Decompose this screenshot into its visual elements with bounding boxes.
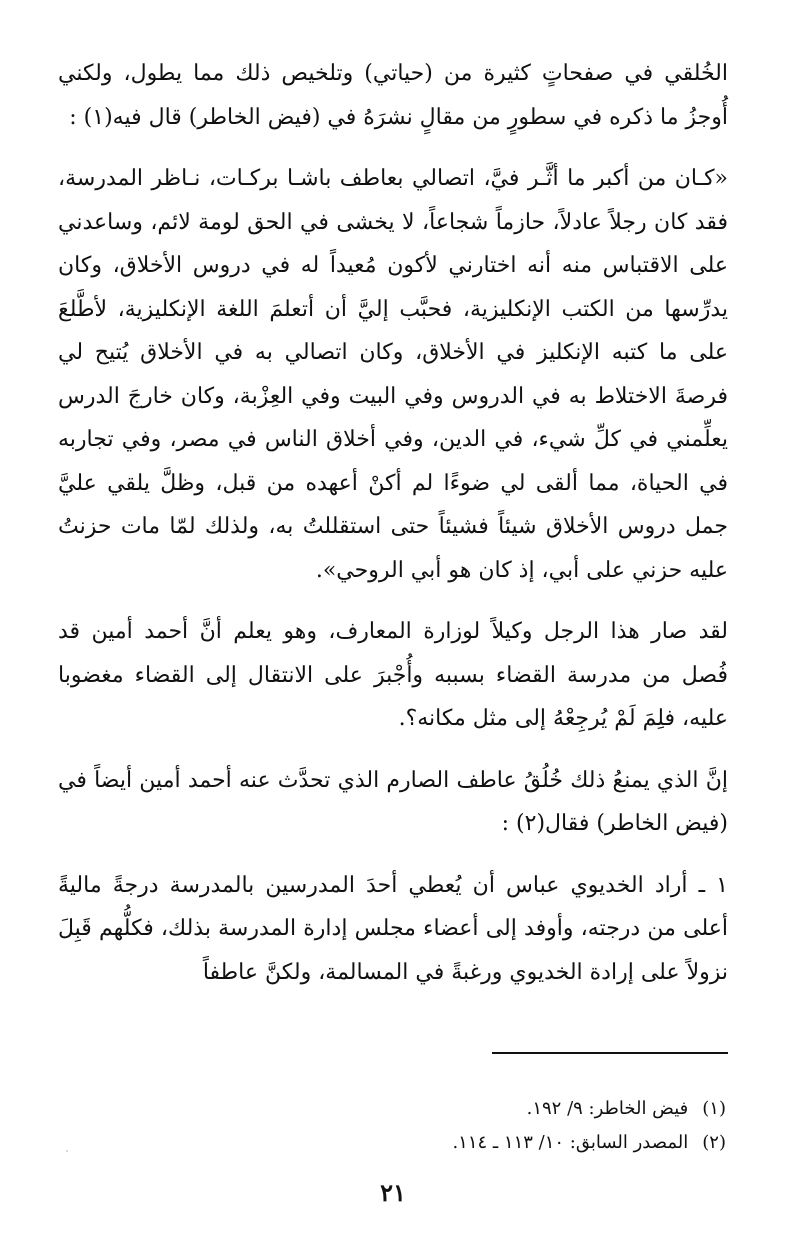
- scan-speck: [66, 1150, 68, 1152]
- footnote-2: [58, 1126, 726, 1160]
- footnotes: [58, 1092, 726, 1160]
- footnote-text: فيض الخاطر: ٩/ ١٩٢.: [526, 1098, 689, 1119]
- paragraph-3: لقد صار هذا الرجل وكيلاً لوزارة المعارف، وهو يعلم أنَّ أحمد أمين قد فُصل من مدرسة القضاء بسببه وأُجْبرَ على الانتقال إلى القضاء مغضوبا عليه، فلِمَ لَمْ يُرجِعْهُ إلى مثل مكانه؟.: [58, 619, 728, 731]
- paragraph-5: ١ ـ أراد الخديوي عباس أن يُعطي أحدَ المدرسين بالمدرسة درجةً ماليةً أعلى من درجته، وأوفد إلى أعضاء مجلس إدارة المدرسة بذلك، فكلُّهم قَبِلَ نزولاً على إرادة الخديوي ورغبةً في المسالمة، ولكنَّ عاطفاً: [58, 872, 728, 985]
- footnote-separator: [492, 1052, 728, 1054]
- footnote-number: (٢): [702, 1132, 726, 1153]
- paragraph-4: إنَّ الذي يمنعُ ذلك خُلُقُ عاطف الصارم الذي تحدَّث عنه أحمد أمين أيضاً في (فيض الخاطر) فقال(٢) :: [58, 767, 728, 836]
- footnote-text: المصدر السابق: ١٠/ ١١٣ ـ ١١٤.: [452, 1132, 689, 1153]
- page-number: ٢١: [380, 1178, 406, 1207]
- paragraph-2-quote: «كـان من أكبر ما أثَّـر فيَّ، اتصالي بعاطف باشـا بركـات، نـاظر المدرسة، فقد كان رجلاً عادلاً، حازماً شجاعاً، لا يخشى في الحق لومة لائم، وساعدني على الاقتباس منه أنه اختارني لأكون مُعيداً له في دروس الأخلاق، وكان يدرِّسها من الكتب الإنكليزية، فحبَّب إليَّ أن أتعلمَ اللغة الإنكليزية، لأطَّلعَ على ما كتبه الإنكليز في الأخلاق، وكان اتصالي به في الأخلاق يُتيح لي فرصةَ الاختلاط به في الدروس وفي البيت وفي العِزْبة، وكان خارجَ الدرس يعلِّمني في كلِّ شيء، في الدين، وفي أخلاق الناس في مصر، وفي تجاربه في الحياة، مما ألقى لي ضوءًا لم أكنْ أعهده من قبل، وظلَّ يلقي عليَّ جمل دروس الأخلاق شيئاً فشيئاً حتى استقللتُ به، ولذلك لمّا مات حزنتُ عليه حزني على أبي، إذ كان هو أبي الروحي».: [58, 166, 728, 583]
- paragraph-1: الخُلقي في صفحاتٍ كثيرة من (حياتي) وتلخيص ذلك مما يطول، ولكني أُوجزُ ما ذكره في سطورٍ من مقالٍ نشرَهُ في (فيض الخاطر) قال فيه(١) :: [58, 61, 728, 130]
- page-body: [58, 52, 728, 1248]
- footnote-1: [58, 1092, 726, 1126]
- footnote-number: (١): [702, 1098, 726, 1119]
